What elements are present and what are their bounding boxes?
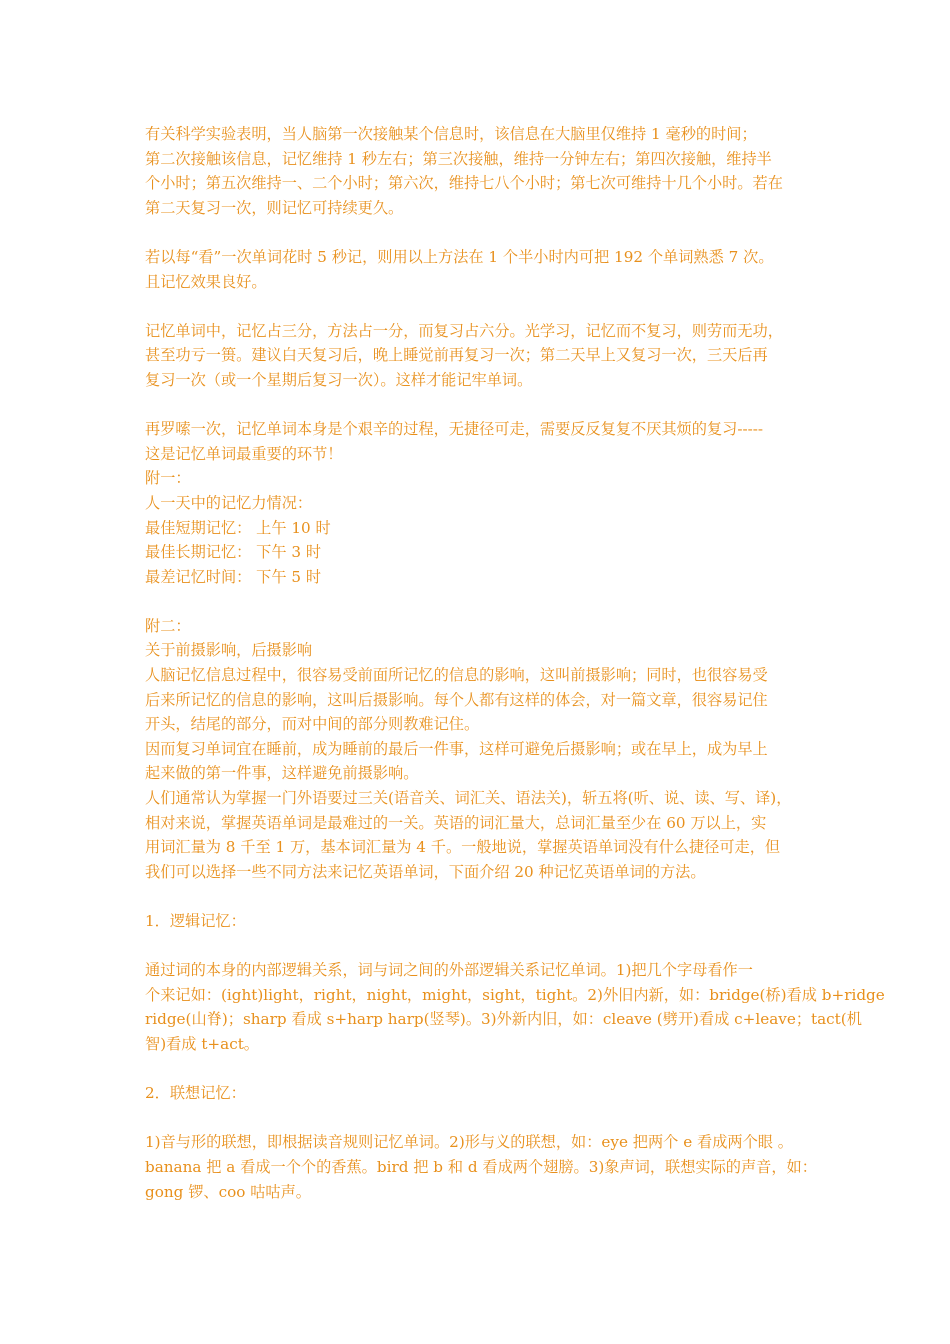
text-line: 用词汇量为 8 千至 1 万，基本词汇量为 4 千。一般地说，掌握英语单词没有什么捷径可走，但	[145, 838, 781, 857]
text-line: 第二次接触该信息，记忆维持 1 秒左右；第三次接触，维持一分钟左右；第四次接触，维持半	[145, 149, 772, 168]
text-line: gong 锣、coo 咕咕声。	[145, 1182, 311, 1201]
paragraph-spacer	[145, 1057, 813, 1082]
memory-time-item: 最差记忆时间： 下午 5 时	[145, 567, 322, 586]
paragraph-spacer	[145, 589, 813, 614]
paragraph-spacer	[145, 294, 813, 319]
text-line: 相对来说，掌握英语单词是最难过的一关。英语的词汇量大，总词汇量至少在 60 万以上，实	[145, 813, 767, 832]
text-line: 1)音与形的联想，即根据读音规则记忆单词。2)形与义的联想，如：eye 把两个 e 看成两个眼 。	[145, 1133, 793, 1152]
section-heading-association-memory: 2．联想记忆：	[145, 1084, 246, 1103]
text-line: 若以每“看”一次单词花时 5 秒记，则用以上方法在 1 个半小时内可把 192 个单词熟悉 7 次。	[145, 247, 774, 266]
paragraph-spacer	[145, 1106, 813, 1131]
text-line: 第二天复习一次，则记忆可持续更久。	[145, 198, 404, 217]
document-page	[145, 122, 885, 1204]
text-line: 关于前摄影响，后摄影响	[145, 641, 313, 660]
paragraph-review-rate	[145, 245, 813, 294]
paragraph-appendix-one	[145, 417, 813, 589]
text-line: 有关科学实验表明，当人脑第一次接触某个信息时，该信息在大脑里仅维持 1 毫秒的时间；	[145, 125, 757, 143]
text-line: 甚至功亏一篑。建议白天复习后，晚上睡觉前再复习一次；第二天早上又复习一次，三天后再	[145, 346, 768, 365]
text-line: 复习一次（或一个星期后复习一次）。这样才能记牢单词。	[145, 370, 533, 389]
text-line: 起来做的第一件事，这样避免前摄影响。	[145, 764, 419, 783]
text-line: 个来记如：(ight)light，right，night，might，sight，tight。2)外旧内新，如：bridge(桥)看成 b+ridge	[145, 985, 885, 1004]
paragraph-spacer	[145, 220, 813, 245]
text-line: 后来所记忆的信息的影响，这叫后摄影响。每个人都有这样的体会，对一篇文章，很容易记住	[145, 690, 768, 709]
appendix-heading: 附一：	[145, 469, 191, 488]
text-line: 记忆单词中，记忆占三分，方法占一分，而复习占六分。光学习，记忆而不复习，则劳而无功，	[145, 321, 783, 340]
text-line: 这是记忆单词最重要的环节！	[145, 444, 343, 463]
text-line: 且记忆效果良好。	[145, 272, 267, 291]
paragraph-association-memory	[145, 1130, 817, 1204]
section-heading-logic-memory: 1．逻辑记忆：	[145, 912, 246, 930]
text-line: banana 把 a 看成一个个的香蕉。bird 把 b 和 d 看成两个翅膀。3)象声词，联想实际的声音，如：	[145, 1157, 817, 1176]
text-line: ridge(山脊)；sharp 看成 s+harp harp(竖琴)。3)外新内旧，如：cleave (劈开)看成 c+leave；tact(机	[145, 1010, 862, 1029]
text-line: 再罗嗦一次，记忆单词本身是个艰辛的过程，无捷径可走，需要反反复复不厌其烦的复习-----	[145, 420, 763, 439]
memory-time-item: 最佳长期记忆： 下午 3 时	[145, 543, 322, 562]
text-line: 智)看成 t+act。	[145, 1034, 259, 1053]
text-line: 人脑记忆信息过程中，很容易受前面所记忆的信息的影响，这叫前摄影响；同时，也很容易受	[145, 666, 768, 685]
paragraph-spacer	[145, 934, 813, 959]
text-line: 个小时；第五次维持一、二个小时；第六次，维持七八个小时；第七次可维持十几个小时。若在	[145, 174, 783, 193]
text-line: 开头，结尾的部分，而对中间的部分则教难记住。	[145, 715, 480, 734]
memory-time-item: 最佳短期记忆： 上午 10 时	[145, 518, 331, 537]
text-line: 人们通常认为掌握一门外语要过三关(语音关、词汇关、语法关)，斩五将(听、说、读、写、译)，	[145, 789, 792, 808]
appendix-heading: 附二：	[145, 616, 191, 635]
paragraph-memory-experiment	[145, 122, 813, 220]
text-line: 因而复习单词宜在睡前，成为睡前的最后一件事，这样可避免后摄影响；或在早上，成为早上	[145, 739, 768, 758]
text-line: 人一天中的记忆力情况：	[145, 493, 313, 512]
text-line: 我们可以选择一些不同方法来记忆英语单词，下面介绍 20 种记忆英语单词的方法。	[145, 862, 706, 881]
paragraph-spacer	[145, 393, 813, 418]
paragraph-spacer	[145, 884, 813, 909]
paragraph-logic-memory	[145, 958, 885, 1056]
paragraph-appendix-two	[145, 614, 813, 885]
text-line: 通过词的本身的内部逻辑关系，词与词之间的外部逻辑关系记忆单词。1)把几个字母看作一	[145, 961, 753, 980]
paragraph-review-importance	[145, 319, 813, 393]
